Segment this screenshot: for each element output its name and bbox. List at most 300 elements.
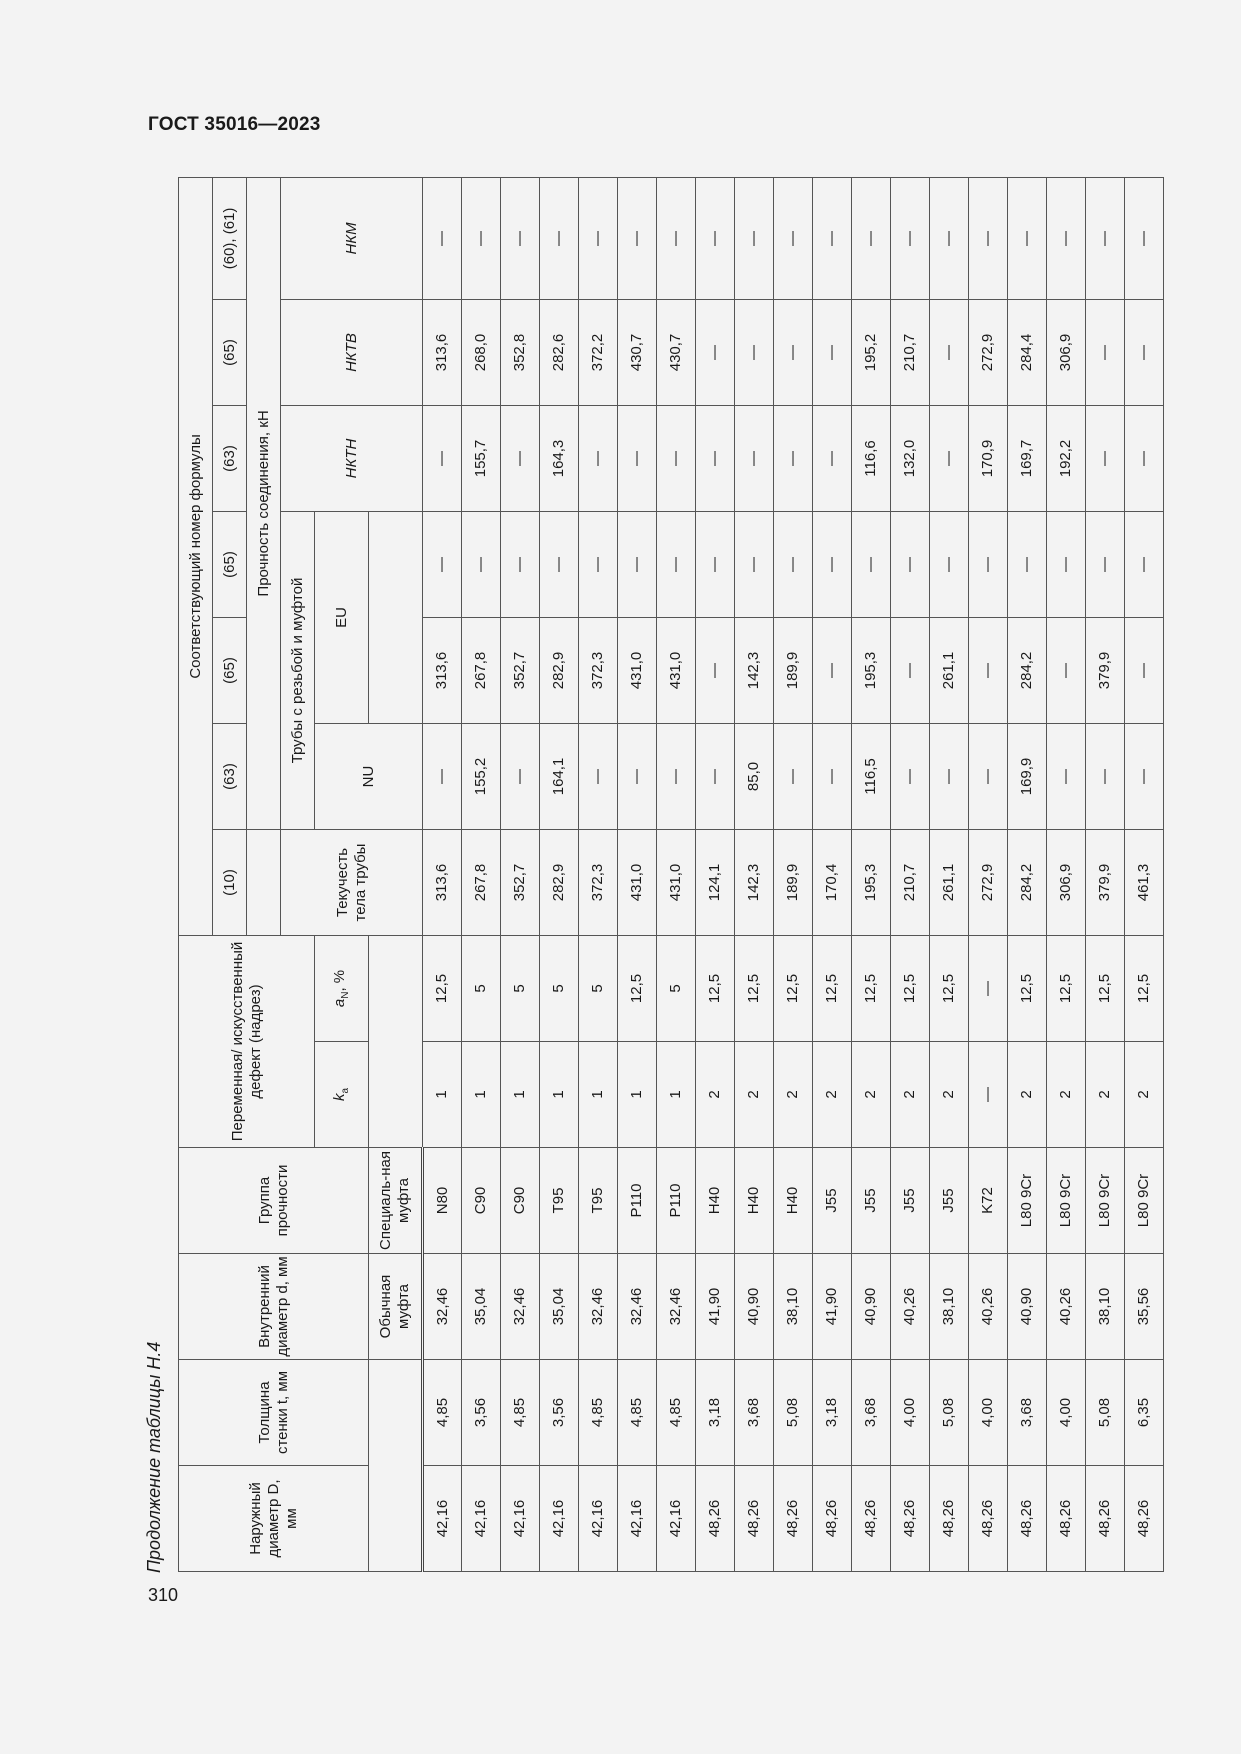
table-cell: 282,6 [540, 299, 579, 405]
table-cell: 268,0 [462, 299, 501, 405]
table-cell: — [657, 177, 696, 299]
col-header-nktn: НКТН [281, 405, 423, 511]
col-header-nkm: НКМ [281, 177, 423, 299]
table-cell: 169,9 [1008, 723, 1047, 829]
table-cell: 32,46 [423, 1254, 462, 1360]
table-cell: C90 [462, 1148, 501, 1254]
table-cell: — [735, 299, 774, 405]
table-cell: 38,10 [1086, 1254, 1125, 1360]
col-header-strength-group: Группа прочности [179, 1148, 369, 1254]
table-cell: — [930, 177, 969, 299]
table-cell: T95 [579, 1148, 618, 1254]
table-cell: 40,26 [891, 1254, 930, 1360]
table-cell: 195,2 [852, 299, 891, 405]
table-cell: 169,7 [1008, 405, 1047, 511]
table-cell: — [1086, 405, 1125, 511]
table-cell: 1 [501, 1042, 540, 1148]
table-cell: — [423, 511, 462, 617]
table-row [735, 177, 774, 1571]
table-cell: 132,0 [891, 405, 930, 511]
table-cell: 2 [696, 1042, 735, 1148]
table-cell: — [618, 723, 657, 829]
table-cell: — [618, 177, 657, 299]
table-cell: 12,5 [618, 935, 657, 1041]
table-cell: 2 [891, 1042, 930, 1148]
table-cell: — [657, 723, 696, 829]
table-cell: — [462, 511, 501, 617]
table-cell: 12,5 [930, 935, 969, 1041]
table-cell: — [1086, 177, 1125, 299]
table-cell: 5,08 [930, 1360, 969, 1466]
table-cell: 48,26 [930, 1466, 969, 1572]
table-cell: 431,0 [657, 617, 696, 723]
table-cell: — [774, 299, 813, 405]
table-cell: 430,7 [657, 299, 696, 405]
table-cell: L80 9Cr [1047, 1148, 1086, 1254]
table-cell: — [1008, 177, 1047, 299]
table-cell: 3,68 [735, 1360, 774, 1466]
page-number: 310 [148, 1585, 179, 1605]
table-row [891, 177, 930, 1571]
table-cell: 313,6 [423, 617, 462, 723]
table-cell: 372,3 [579, 829, 618, 935]
table-row [852, 177, 891, 1571]
table-cell: — [540, 511, 579, 617]
table-caption: Продолжение таблицы Н.4 [144, 1341, 164, 1573]
table-cell: 379,9 [1086, 829, 1125, 935]
table-cell: 40,26 [969, 1254, 1008, 1360]
table-cell: P110 [657, 1148, 696, 1254]
table-cell: 12,5 [1086, 935, 1125, 1041]
table-row [423, 177, 462, 1571]
table-cell: — [930, 405, 969, 511]
table-cell: — [891, 617, 930, 723]
table-cell: 3,68 [1008, 1360, 1047, 1466]
table-cell: 48,26 [1008, 1466, 1047, 1572]
table-header [179, 177, 423, 1571]
table-cell: 306,9 [1047, 299, 1086, 405]
table-cell: — [1086, 723, 1125, 829]
table-cell: 313,6 [423, 829, 462, 935]
table-cell: — [852, 177, 891, 299]
table-cell: — [1125, 511, 1164, 617]
table-cell: 267,8 [462, 829, 501, 935]
table-cell: 4,85 [657, 1360, 696, 1466]
formula-num: (65) [213, 299, 247, 405]
table-cell: — [618, 405, 657, 511]
table-cell: 48,26 [735, 1466, 774, 1572]
table-cell: 40,90 [852, 1254, 891, 1360]
table-cell: H40 [696, 1148, 735, 1254]
table-cell: 40,90 [1008, 1254, 1047, 1360]
table-cell: 48,26 [891, 1466, 930, 1572]
table-cell: 12,5 [1008, 935, 1047, 1041]
table-cell: 32,46 [618, 1254, 657, 1360]
table-cell: — [423, 177, 462, 299]
table-cell: 48,26 [1125, 1466, 1164, 1572]
table-cell: — [579, 405, 618, 511]
table-cell: — [579, 177, 618, 299]
table-cell: — [969, 177, 1008, 299]
table-cell: — [891, 177, 930, 299]
table-cell: 40,90 [735, 1254, 774, 1360]
table-cell: 1 [579, 1042, 618, 1148]
table-cell: 272,9 [969, 299, 1008, 405]
table-cell: 352,8 [501, 299, 540, 405]
col-header-inner-diameter: Внутренний диаметр d, мм [179, 1254, 369, 1360]
table-cell: 12,5 [696, 935, 735, 1041]
table-cell: 4,00 [891, 1360, 930, 1466]
table-cell: — [813, 617, 852, 723]
table-cell: — [540, 177, 579, 299]
table-cell: — [1008, 511, 1047, 617]
table-row [579, 177, 618, 1571]
table-cell: — [930, 723, 969, 829]
table-cell: 284,4 [1008, 299, 1047, 405]
table-cell: 48,26 [969, 1466, 1008, 1572]
table-cell: — [969, 935, 1008, 1041]
table-cell: 3,68 [852, 1360, 891, 1466]
table-cell: 5 [462, 935, 501, 1041]
table-cell: 1 [618, 1042, 657, 1148]
col-header-defect: Переменная/ искусственный дефект (надрез) [179, 935, 315, 1147]
table-row [1086, 177, 1125, 1571]
table-cell: — [969, 723, 1008, 829]
table-cell: — [813, 299, 852, 405]
table-cell: — [657, 405, 696, 511]
table-cell: 1 [423, 1042, 462, 1148]
table-cell: 372,3 [579, 617, 618, 723]
table-cell: — [501, 511, 540, 617]
table-cell: — [1086, 299, 1125, 405]
table-cell: 1 [462, 1042, 501, 1148]
table-cell: 170,4 [813, 829, 852, 935]
table-cell: 461,3 [1125, 829, 1164, 935]
table-cell: 48,26 [852, 1466, 891, 1572]
table-cell: 32,46 [657, 1254, 696, 1360]
table-cell: — [969, 1042, 1008, 1148]
table-cell: 48,26 [774, 1466, 813, 1572]
table-cell: J55 [852, 1148, 891, 1254]
table-cell: L80 9Cr [1125, 1148, 1164, 1254]
table-row [1047, 177, 1086, 1571]
table-cell: — [735, 405, 774, 511]
table-cell: 164,1 [540, 723, 579, 829]
table-cell: 3,56 [462, 1360, 501, 1466]
table-cell: 267,8 [462, 617, 501, 723]
table-cell: 306,9 [1047, 829, 1086, 935]
table-cell: 4,00 [1047, 1360, 1086, 1466]
table-cell: 35,04 [540, 1254, 579, 1360]
table-cell: — [735, 177, 774, 299]
table-cell: 48,26 [1047, 1466, 1086, 1572]
table-cell: 430,7 [618, 299, 657, 405]
col-header-nktv: НКТВ [281, 299, 423, 405]
table-row [1008, 177, 1047, 1571]
col-header-regular-coupling: Обычная муфта [369, 1254, 423, 1360]
table-cell: 431,0 [657, 829, 696, 935]
table-cell: 210,7 [891, 829, 930, 935]
table-row [540, 177, 579, 1571]
table-cell: 35,04 [462, 1254, 501, 1360]
table-row [462, 177, 501, 1571]
table-cell: 124,1 [696, 829, 735, 935]
table-cell: — [696, 177, 735, 299]
table-cell: 431,0 [618, 829, 657, 935]
table-cell: 32,46 [501, 1254, 540, 1360]
table-cell: — [891, 511, 930, 617]
table-cell: 48,26 [1086, 1466, 1125, 1572]
table-cell: 170,9 [969, 405, 1008, 511]
table-cell: 12,5 [735, 935, 774, 1041]
table-cell: 6,35 [1125, 1360, 1164, 1466]
formula-num: (60), (61) [213, 177, 247, 299]
col-header-an: $a_N$, % [315, 935, 369, 1041]
table-row [657, 177, 696, 1571]
table-body [423, 177, 1164, 1571]
table-cell: — [1047, 617, 1086, 723]
table-cell: — [462, 177, 501, 299]
table-cell: — [1047, 511, 1086, 617]
table-cell: — [1125, 177, 1164, 299]
table-cell: 2 [1125, 1042, 1164, 1148]
table-cell: — [969, 617, 1008, 723]
table-cell: — [696, 299, 735, 405]
table-cell: — [696, 723, 735, 829]
table-cell: — [891, 723, 930, 829]
table-cell: 48,26 [696, 1466, 735, 1572]
table-cell: 38,10 [930, 1254, 969, 1360]
table-cell: 32,46 [579, 1254, 618, 1360]
data-table [178, 177, 1164, 1572]
table-cell: — [813, 723, 852, 829]
table-cell: 5 [540, 935, 579, 1041]
table-cell: — [423, 405, 462, 511]
table-cell: 431,0 [618, 617, 657, 723]
table-cell: 42,16 [462, 1466, 501, 1572]
table-cell: 192,2 [1047, 405, 1086, 511]
table-cell: — [813, 405, 852, 511]
table-cell: — [774, 177, 813, 299]
table-cell: — [657, 511, 696, 617]
table-cell: 189,9 [774, 617, 813, 723]
table-cell: H40 [774, 1148, 813, 1254]
table-cell: 3,18 [696, 1360, 735, 1466]
table-cell: 41,90 [696, 1254, 735, 1360]
table-cell: 5,08 [774, 1360, 813, 1466]
table-cell: 12,5 [852, 935, 891, 1041]
table-cell: N80 [423, 1148, 462, 1254]
table-cell: J55 [891, 1148, 930, 1254]
table-cell: 195,3 [852, 829, 891, 935]
table-cell: 2 [1086, 1042, 1125, 1148]
table-cell: — [501, 177, 540, 299]
table-cell: 42,16 [579, 1466, 618, 1572]
table-cell: 12,5 [813, 935, 852, 1041]
document-title: ГОСТ 35016—2023 [148, 114, 321, 135]
table-cell: L80 9Cr [1008, 1148, 1047, 1254]
table-cell: 12,5 [423, 935, 462, 1041]
table-row [774, 177, 813, 1571]
table-cell: — [696, 405, 735, 511]
table-cell: P110 [618, 1148, 657, 1254]
table-cell: 261,1 [930, 829, 969, 935]
table-cell: 5 [501, 935, 540, 1041]
table-cell: — [1086, 511, 1125, 617]
col-header-special-coupling: Специаль-ная муфта [369, 1148, 423, 1254]
rotated-table-wrapper [178, 178, 1152, 1572]
table-cell: 42,16 [657, 1466, 696, 1572]
table-cell: 352,7 [501, 617, 540, 723]
table-cell: 42,16 [423, 1466, 462, 1572]
table-cell: — [618, 511, 657, 617]
table-cell: 48,26 [813, 1466, 852, 1572]
table-cell: L80 9Cr [1086, 1148, 1125, 1254]
table-cell: — [969, 511, 1008, 617]
table-row [501, 177, 540, 1571]
col-header-connection-strength: Прочность соединения, кН [247, 177, 281, 829]
col-header-threaded-coupled: Трубы с резьбой и муфтой [281, 511, 315, 829]
table-cell: — [1125, 299, 1164, 405]
table-cell: 2 [1047, 1042, 1086, 1148]
table-cell: 12,5 [774, 935, 813, 1041]
table-cell: 261,1 [930, 617, 969, 723]
table-cell: — [930, 511, 969, 617]
table-cell: 38,10 [774, 1254, 813, 1360]
table-cell: — [423, 723, 462, 829]
table-cell: — [1125, 617, 1164, 723]
table-cell: — [774, 723, 813, 829]
table-cell: J55 [930, 1148, 969, 1254]
table-cell: 116,6 [852, 405, 891, 511]
col-header-body-yield: Текучесть тела трубы [281, 829, 423, 935]
table-cell: 5 [579, 935, 618, 1041]
formula-num: (65) [213, 617, 247, 723]
empty-header-cell [247, 829, 281, 935]
table-cell: — [696, 511, 735, 617]
table-row [969, 177, 1008, 1571]
table-cell: 379,9 [1086, 617, 1125, 723]
formula-num: (65) [213, 511, 247, 617]
table-cell: 85,0 [735, 723, 774, 829]
formula-num: (10) [213, 829, 247, 935]
table-cell: 41,90 [813, 1254, 852, 1360]
table-cell: 142,3 [735, 617, 774, 723]
table-cell: 4,85 [501, 1360, 540, 1466]
table-cell: — [852, 511, 891, 617]
table-cell: — [1125, 405, 1164, 511]
table-cell: 1 [540, 1042, 579, 1148]
table-row [618, 177, 657, 1571]
table-cell: 12,5 [1047, 935, 1086, 1041]
table-cell: — [774, 511, 813, 617]
col-header-eu: EU [315, 511, 369, 723]
table-cell: 210,7 [891, 299, 930, 405]
table-cell: 5 [657, 935, 696, 1041]
table-cell: H40 [735, 1148, 774, 1254]
table-cell: — [1047, 177, 1086, 299]
table-cell: C90 [501, 1148, 540, 1254]
table-cell: — [735, 511, 774, 617]
table-cell: 42,16 [540, 1466, 579, 1572]
table-row [930, 177, 969, 1571]
table-cell: — [1047, 723, 1086, 829]
table-cell: 4,85 [618, 1360, 657, 1466]
table-cell: 282,9 [540, 617, 579, 723]
table-cell: 5,08 [1086, 1360, 1125, 1466]
col-header-formula-number: Соответствующий номер формулы [179, 177, 213, 935]
table-cell: J55 [813, 1148, 852, 1254]
table-cell: 313,6 [423, 299, 462, 405]
table-cell: 3,18 [813, 1360, 852, 1466]
table-cell: — [1125, 723, 1164, 829]
table-cell: — [501, 405, 540, 511]
defect-subheader-spacer [369, 1360, 423, 1572]
table-cell: — [813, 511, 852, 617]
table-cell: 12,5 [1125, 935, 1164, 1041]
formula-num: (63) [213, 723, 247, 829]
table-cell: — [579, 511, 618, 617]
table-cell: 2 [852, 1042, 891, 1148]
col-header-ka: $k_a$ [315, 1042, 369, 1148]
table-row [813, 177, 852, 1571]
table-cell: — [501, 723, 540, 829]
table-cell: 4,85 [579, 1360, 618, 1466]
table-cell: — [930, 299, 969, 405]
table-cell: — [696, 617, 735, 723]
table-cell: — [579, 723, 618, 829]
table-cell: 116,5 [852, 723, 891, 829]
table-row [696, 177, 735, 1571]
table-cell: 2 [930, 1042, 969, 1148]
table-cell: 12,5 [891, 935, 930, 1041]
table-cell: K72 [969, 1148, 1008, 1254]
table-cell: 189,9 [774, 829, 813, 935]
table-cell: 35,56 [1125, 1254, 1164, 1360]
table-cell: 272,9 [969, 829, 1008, 935]
table-cell: 142,3 [735, 829, 774, 935]
table-cell: 3,56 [540, 1360, 579, 1466]
table-cell: 2 [813, 1042, 852, 1148]
table-cell: 2 [774, 1042, 813, 1148]
table-cell: T95 [540, 1148, 579, 1254]
table-cell: — [774, 405, 813, 511]
table-cell: 42,16 [618, 1466, 657, 1572]
table-cell: 4,00 [969, 1360, 1008, 1466]
table-cell: 372,2 [579, 299, 618, 405]
table-cell: 2 [1008, 1042, 1047, 1148]
table-cell: 195,3 [852, 617, 891, 723]
table-cell: 164,3 [540, 405, 579, 511]
col-header-outer-diameter: Наружный диаметр D, мм [179, 1466, 369, 1572]
col-header-nu: NU [315, 723, 423, 829]
col-header-wall-thickness: Толщина стенки t, мм [179, 1360, 369, 1466]
table-cell: 2 [735, 1042, 774, 1148]
table-row [1125, 177, 1164, 1571]
table-cell: 155,7 [462, 405, 501, 511]
table-cell: 40,26 [1047, 1254, 1086, 1360]
table-cell: 4,85 [423, 1360, 462, 1466]
table-cell: 42,16 [501, 1466, 540, 1572]
table-cell: 282,9 [540, 829, 579, 935]
formula-num: (63) [213, 405, 247, 511]
table-cell: 284,2 [1008, 617, 1047, 723]
table-cell: 352,7 [501, 829, 540, 935]
table-cell: 284,2 [1008, 829, 1047, 935]
table-cell: 1 [657, 1042, 696, 1148]
table-cell: 155,2 [462, 723, 501, 829]
table-cell: — [813, 177, 852, 299]
